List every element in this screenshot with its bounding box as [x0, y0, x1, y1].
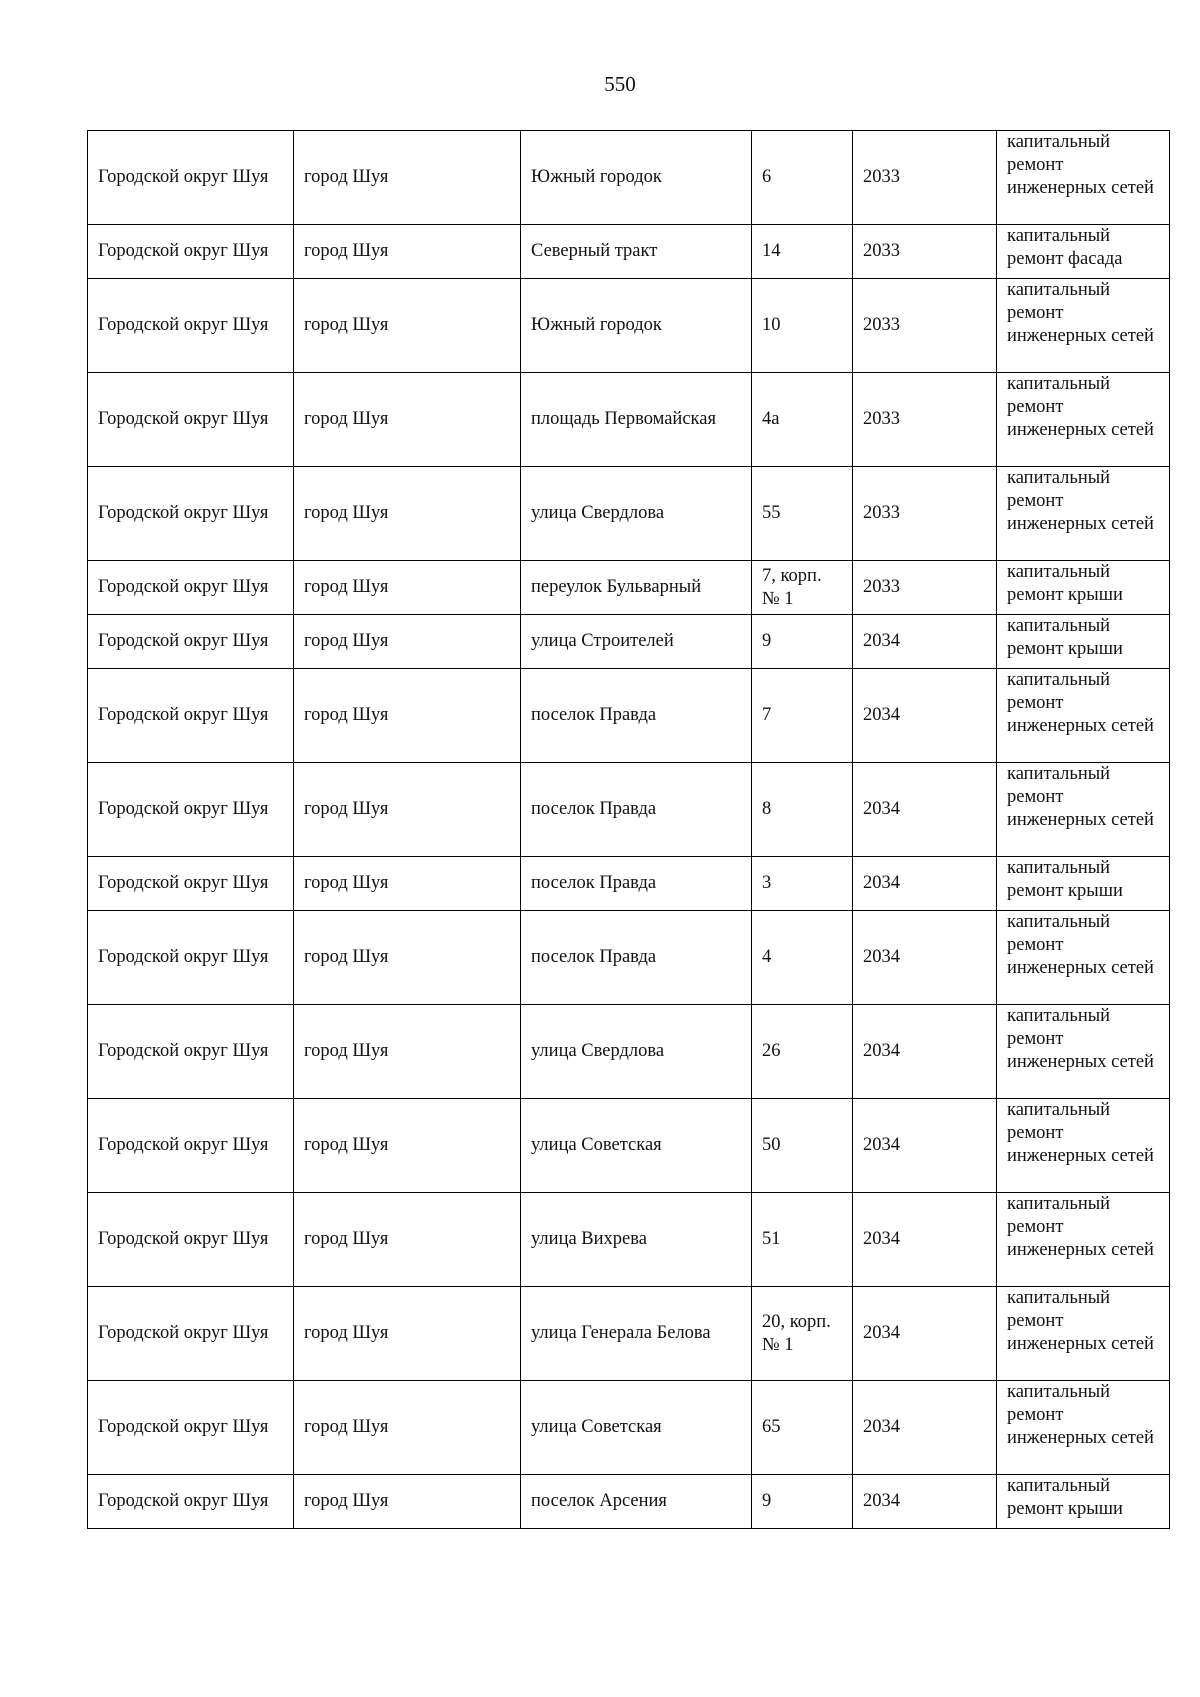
settlement-cell: город Шуя — [294, 279, 521, 373]
table-row — [88, 1475, 1170, 1529]
house-number-cell: 26 — [752, 1005, 853, 1099]
district-cell: Городской округ Шуя — [88, 1099, 294, 1193]
street-cell: улица Генерала Белова — [521, 1287, 752, 1381]
year-cell: 2033 — [853, 131, 997, 225]
year-cell: 2034 — [853, 1381, 997, 1475]
settlement-cell: город Шуя — [294, 467, 521, 561]
street-cell: улица Советская — [521, 1381, 752, 1475]
settlement-cell: город Шуя — [294, 763, 521, 857]
settlement-cell: город Шуя — [294, 373, 521, 467]
year-cell: 2034 — [853, 669, 997, 763]
work-type-cell: капитальный ремонт инженерных сетей — [997, 131, 1170, 225]
year-cell: 2034 — [853, 1287, 997, 1381]
house-number-cell: 51 — [752, 1193, 853, 1287]
street-cell: поселок Правда — [521, 669, 752, 763]
house-number-cell: 9 — [752, 615, 853, 669]
house-number-cell: 4а — [752, 373, 853, 467]
house-number-cell: 14 — [752, 225, 853, 279]
street-cell: Южный городок — [521, 279, 752, 373]
year-cell: 2034 — [853, 1475, 997, 1529]
table-row — [88, 1193, 1170, 1287]
street-cell: поселок Арсения — [521, 1475, 752, 1529]
settlement-cell: город Шуя — [294, 615, 521, 669]
work-type-cell: капитальный ремонт инженерных сетей — [997, 1287, 1170, 1381]
street-cell: площадь Первомайская — [521, 373, 752, 467]
street-cell: улица Строителей — [521, 615, 752, 669]
district-cell: Городской округ Шуя — [88, 857, 294, 911]
house-number-cell: 6 — [752, 131, 853, 225]
house-number-cell: 7, корп. № 1 — [752, 561, 853, 615]
work-type-cell: капитальный ремонт инженерных сетей — [997, 669, 1170, 763]
house-number-cell: 4 — [752, 911, 853, 1005]
work-type-cell: капитальный ремонт крыши — [997, 615, 1170, 669]
table-row — [88, 467, 1170, 561]
year-cell: 2034 — [853, 1005, 997, 1099]
settlement-cell: город Шуя — [294, 561, 521, 615]
work-type-cell: капитальный ремонт инженерных сетей — [997, 279, 1170, 373]
table-row — [88, 131, 1170, 225]
district-cell: Городской округ Шуя — [88, 1193, 294, 1287]
house-number-cell: 8 — [752, 763, 853, 857]
settlement-cell: город Шуя — [294, 1099, 521, 1193]
year-cell: 2034 — [853, 1193, 997, 1287]
table-row — [88, 1005, 1170, 1099]
year-cell: 2034 — [853, 615, 997, 669]
district-cell: Городской округ Шуя — [88, 669, 294, 763]
district-cell: Городской округ Шуя — [88, 279, 294, 373]
house-number-cell: 3 — [752, 857, 853, 911]
work-type-cell: капитальный ремонт крыши — [997, 857, 1170, 911]
street-cell: поселок Правда — [521, 857, 752, 911]
work-type-cell: капитальный ремонт крыши — [997, 1475, 1170, 1529]
year-cell: 2034 — [853, 857, 997, 911]
settlement-cell: город Шуя — [294, 857, 521, 911]
repair-schedule-table — [87, 130, 1170, 1529]
settlement-cell: город Шуя — [294, 131, 521, 225]
street-cell: Северный тракт — [521, 225, 752, 279]
district-cell: Городской округ Шуя — [88, 1287, 294, 1381]
year-cell: 2033 — [853, 467, 997, 561]
street-cell: улица Вихрева — [521, 1193, 752, 1287]
street-cell: улица Советская — [521, 1099, 752, 1193]
year-cell: 2033 — [853, 279, 997, 373]
table-row — [88, 857, 1170, 911]
district-cell: Городской округ Шуя — [88, 763, 294, 857]
work-type-cell: капитальный ремонт инженерных сетей — [997, 373, 1170, 467]
table-row — [88, 763, 1170, 857]
house-number-cell: 20, корп. № 1 — [752, 1287, 853, 1381]
district-cell: Городской округ Шуя — [88, 1381, 294, 1475]
year-cell: 2034 — [853, 911, 997, 1005]
house-number-cell: 7 — [752, 669, 853, 763]
settlement-cell: город Шуя — [294, 1381, 521, 1475]
district-cell: Городской округ Шуя — [88, 1475, 294, 1529]
table-row — [88, 615, 1170, 669]
settlement-cell: город Шуя — [294, 669, 521, 763]
district-cell: Городской округ Шуя — [88, 225, 294, 279]
work-type-cell: капитальный ремонт инженерных сетей — [997, 1099, 1170, 1193]
table-row — [88, 911, 1170, 1005]
work-type-cell: капитальный ремонт крыши — [997, 561, 1170, 615]
settlement-cell: город Шуя — [294, 1287, 521, 1381]
year-cell: 2034 — [853, 1099, 997, 1193]
settlement-cell: город Шуя — [294, 225, 521, 279]
work-type-cell: капитальный ремонт инженерных сетей — [997, 911, 1170, 1005]
table-row — [88, 1287, 1170, 1381]
street-cell: поселок Правда — [521, 911, 752, 1005]
district-cell: Городской округ Шуя — [88, 467, 294, 561]
district-cell: Городской округ Шуя — [88, 911, 294, 1005]
work-type-cell: капитальный ремонт инженерных сетей — [997, 467, 1170, 561]
house-number-cell: 10 — [752, 279, 853, 373]
work-type-cell: капитальный ремонт инженерных сетей — [997, 1005, 1170, 1099]
house-number-cell: 50 — [752, 1099, 853, 1193]
district-cell: Городской округ Шуя — [88, 561, 294, 615]
street-cell: Южный городок — [521, 131, 752, 225]
year-cell: 2033 — [853, 373, 997, 467]
street-cell: переулок Бульварный — [521, 561, 752, 615]
house-number-cell: 55 — [752, 467, 853, 561]
district-cell: Городской округ Шуя — [88, 1005, 294, 1099]
street-cell: улица Свердлова — [521, 1005, 752, 1099]
year-cell: 2033 — [853, 225, 997, 279]
table-row — [88, 669, 1170, 763]
page-number: 550 — [604, 72, 636, 96]
work-type-cell: капитальный ремонт фасада — [997, 225, 1170, 279]
work-type-cell: капитальный ремонт инженерных сетей — [997, 763, 1170, 857]
settlement-cell: город Шуя — [294, 1193, 521, 1287]
settlement-cell: город Шуя — [294, 1005, 521, 1099]
year-cell: 2033 — [853, 561, 997, 615]
table-row — [88, 1099, 1170, 1193]
district-cell: Городской округ Шуя — [88, 615, 294, 669]
work-type-cell: капитальный ремонт инженерных сетей — [997, 1193, 1170, 1287]
settlement-cell: город Шуя — [294, 1475, 521, 1529]
table-row — [88, 1381, 1170, 1475]
table-row — [88, 279, 1170, 373]
work-type-cell: капитальный ремонт инженерных сетей — [997, 1381, 1170, 1475]
year-cell: 2034 — [853, 763, 997, 857]
street-cell: улица Свердлова — [521, 467, 752, 561]
street-cell: поселок Правда — [521, 763, 752, 857]
table-row — [88, 561, 1170, 615]
district-cell: Городской округ Шуя — [88, 131, 294, 225]
house-number-cell: 65 — [752, 1381, 853, 1475]
district-cell: Городской округ Шуя — [88, 373, 294, 467]
table-row — [88, 373, 1170, 467]
table-row — [88, 225, 1170, 279]
settlement-cell: город Шуя — [294, 911, 521, 1005]
table-body — [88, 131, 1170, 1529]
house-number-cell: 9 — [752, 1475, 853, 1529]
